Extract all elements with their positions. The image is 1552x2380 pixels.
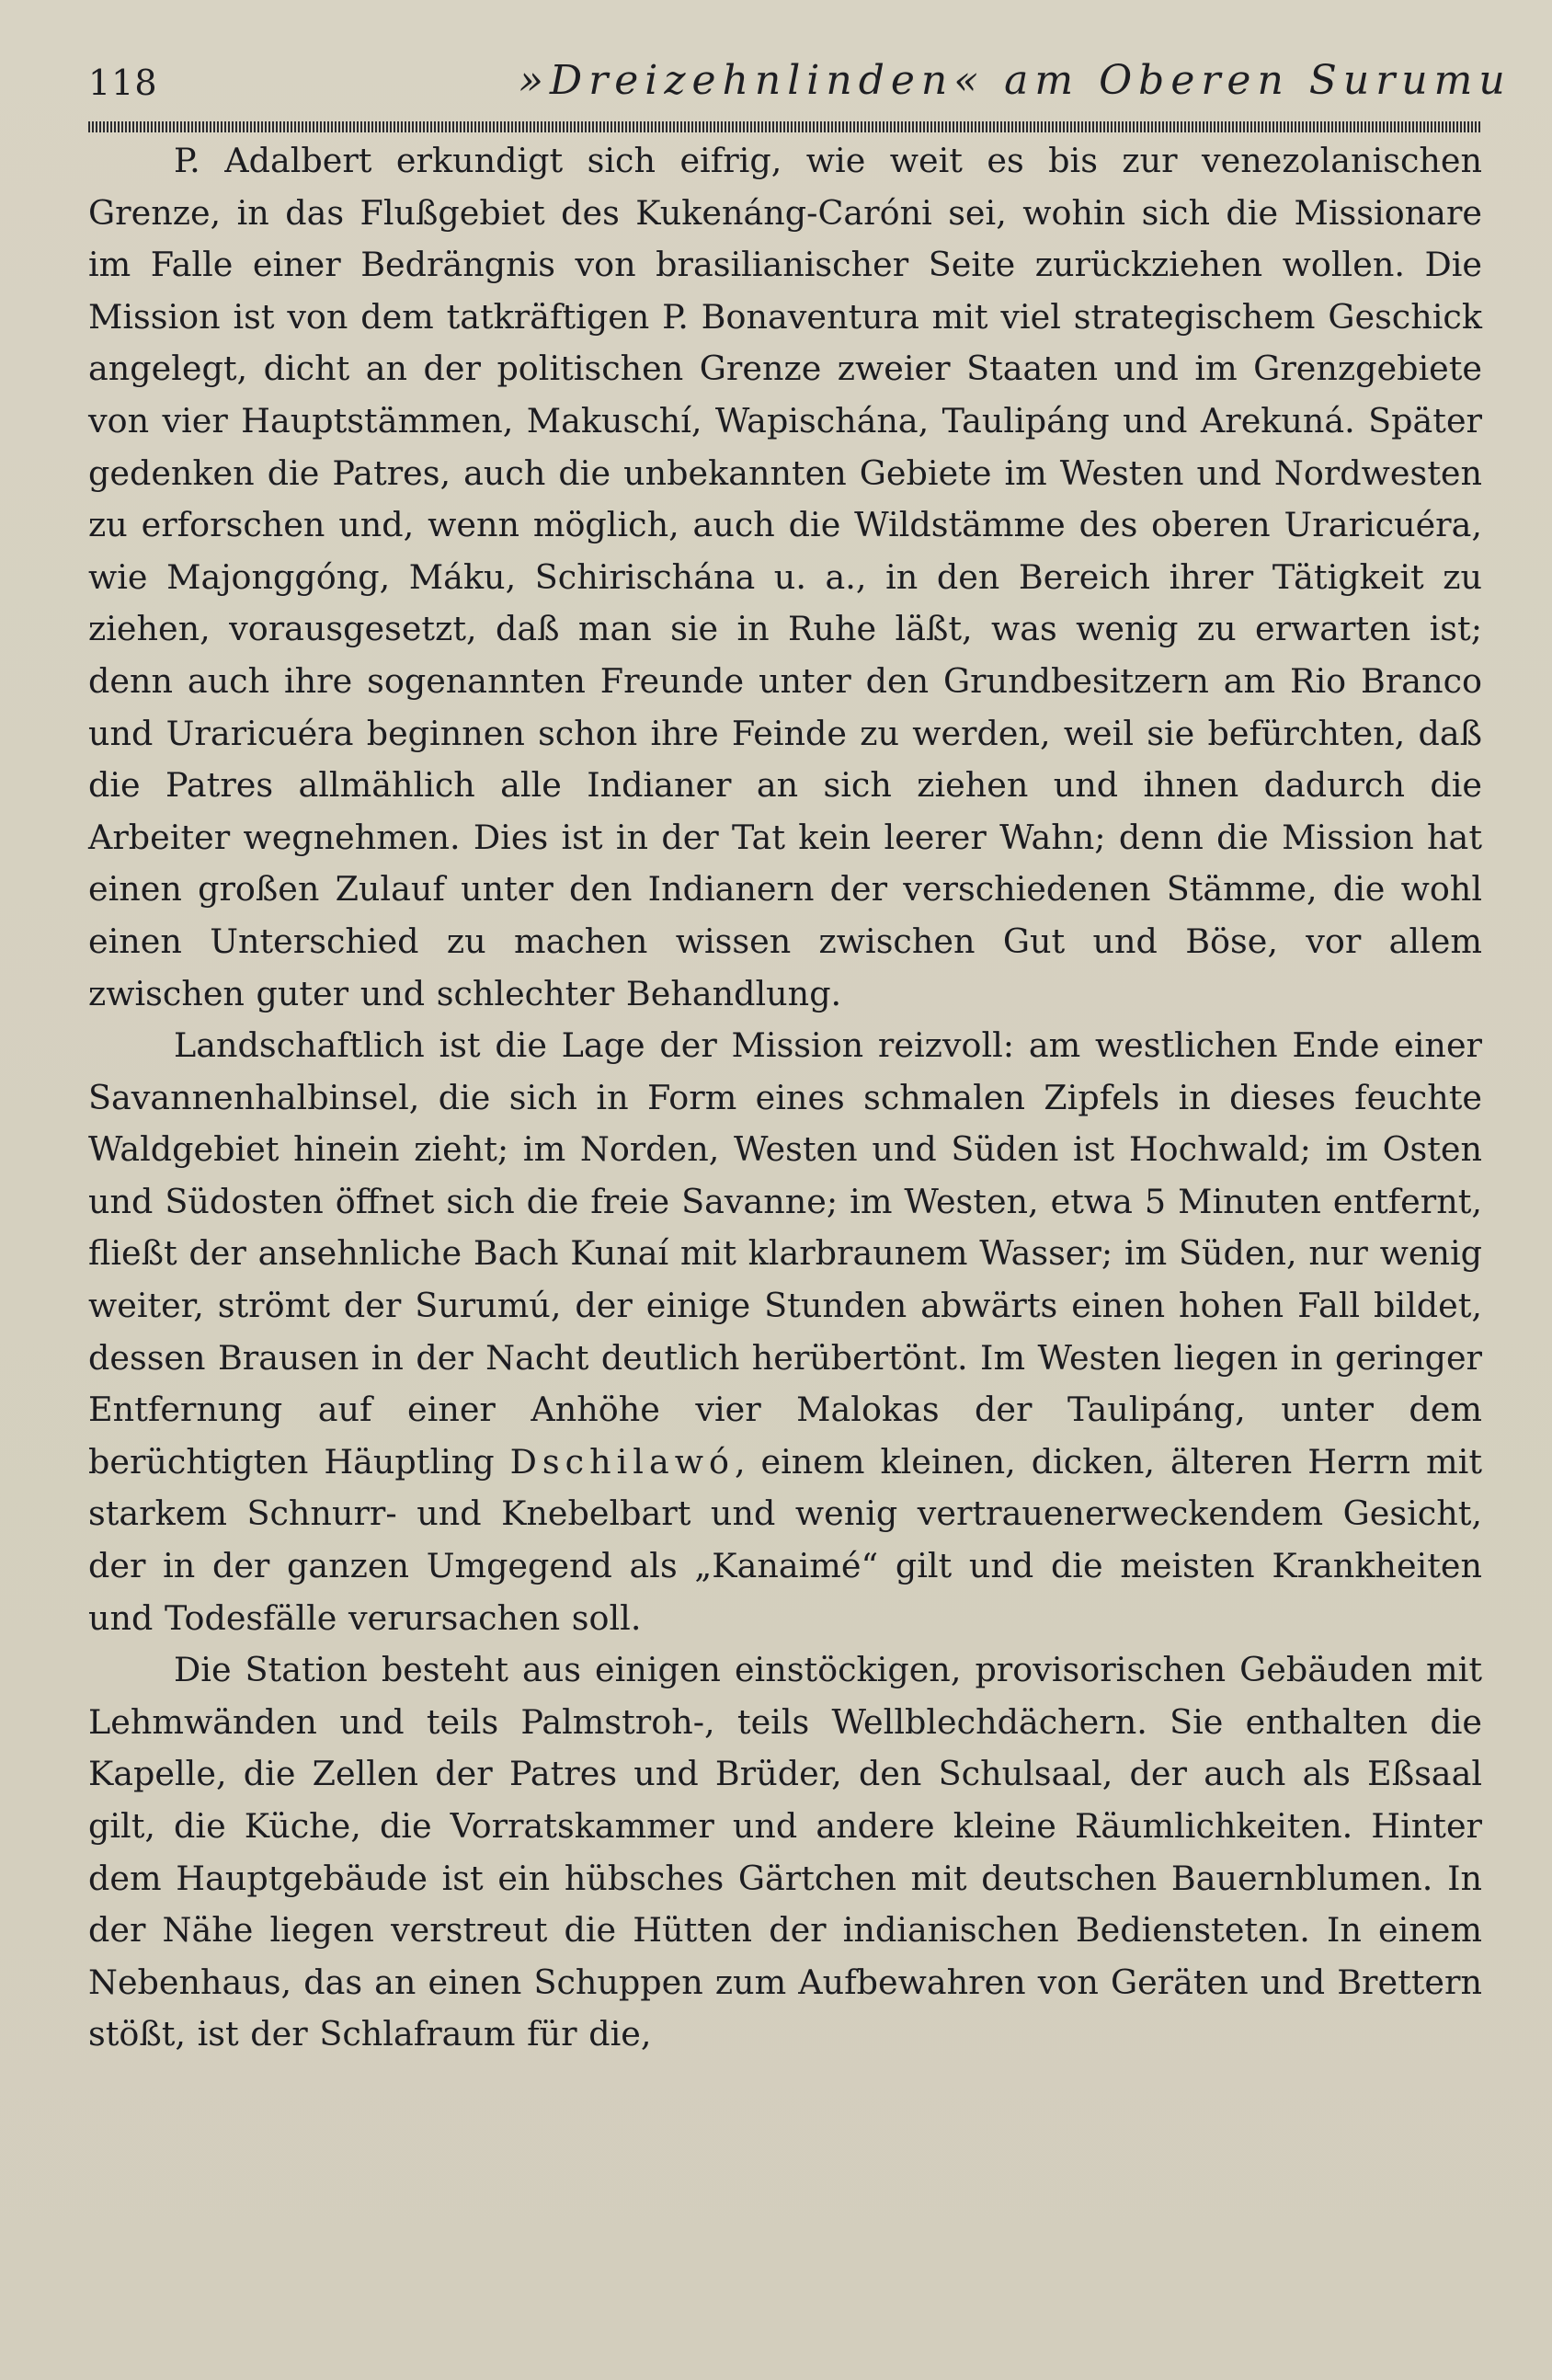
running-head: »Dreizehnlinden« am Oberen Surumu — [519, 57, 1512, 104]
paragraph — [88, 135, 1482, 1020]
paragraph-text: P. Adalbert erkundigt sich eifrig, wie weit es bis zur venezolanischen Grenze, in das Flußgebiet des Kukenáng-Caróni sei, wohin sich die Missionare im Falle einer Bedrängnis von brasilianischer Seite zurückziehen wollen. Die Mission ist von dem tatkräftigen P. Bonaventura mit viel strategischem Geschick angelegt, dicht an der politischen Grenze zweier Staaten und im Grenzgebiete von vier Hauptstämmen, Makuschí, Wapischána, Taulipáng und Arekuná. Später gedenken die Patres, auch die unbekannten Gebiete im Westen und Nordwesten zu erforschen und, wenn möglich, auch die Wildstämme des oberen Uraricuéra, wie Majonggóng, Máku, Schirischána u. a., in den Bereich ihrer Tätigkeit zu ziehen, vorausgesetzt, daß man sie in Ruhe läßt, was wenig zu erwarten ist; denn auch ihre sogenannten Freunde unter den Grundbesitzern am Rio Branco und Uraricuéra beginnen schon ihre Feinde zu werden, weil sie befürchten, daß die Patres allmählich alle Indianer an sich ziehen und ihnen dadurch die Arbeiter wegnehmen. Dies ist in der Tat kein leerer Wahn; denn die Mission hat einen großen Zulauf unter den Indianern der verschiedenen Stämme, die wohl einen Unterschied zu machen wissen zwischen Gut und Böse, vor allem zwischen guter und schlechter Behandlung. — [88, 141, 1482, 1013]
paragraph-text: , einem kleinen, dicken, älteren Herrn mit starkem Schnurr- und Knebelbart und wenig vertrauenerweckendem Gesicht, der in der ganzen Umgegend als „Kanaimé“ gilt und die meisten Krankheiten und Todesfälle verursachen soll. — [88, 1441, 1482, 1638]
spaced-name: Dschilawó — [509, 1441, 735, 1482]
paragraph — [88, 1644, 1482, 2061]
paragraph — [88, 1020, 1482, 1644]
page-header — [88, 57, 1512, 112]
header-rule — [88, 121, 1482, 132]
paragraph-text: Landschaftlich ist die Lage der Mission reizvoll: am westlichen Ende einer Savannenhalbinsel, die sich in Form eines schmalen Zipfels in dieses feuchte Waldgebiet hinein zieht; im Norden, Westen und Süden ist Hochwald; im Osten und Südosten öffnet sich die freie Savanne; im Westen, etwa 5 Minuten entfernt, fließt der ansehnliche Bach Kunaí mit klarbraunem Wasser; im Süden, nur wenig weiter, strömt der Surumú, der einige Stunden abwärts einen hohen Fall bildet, dessen Brausen in der Nacht deutlich herübertönt. Im Westen liegen in geringer Entfernung auf einer Anhöhe vier Malokas der Taulipáng, unter dem berüchtigten Häuptling — [88, 1025, 1482, 1482]
paragraph-text: Die Station besteht aus einigen einstöckigen, provisorischen Gebäuden mit Lehmwänden und teils Palmstroh-, teils Wellblechdächern. Sie enthalten die Kapelle, die Zellen der Patres und Brüder, den Schulsaal, der auch als Eßsaal gilt, die Küche, die Vorratskammer und andere kleine Räumlichkeiten. Hinter dem Hauptgebäude ist ein hübsches Gärtchen mit deutschen Bauernblumen. In der Nähe liegen verstreut die Hütten der indianischen Bediensteten. In einem Nebenhaus, das an einen Schuppen zum Aufbewahren von Geräten und Brettern stößt, ist der Schlafraum für die, — [88, 1650, 1482, 2054]
body-text — [88, 135, 1482, 2061]
page-number: 118 — [88, 63, 158, 103]
